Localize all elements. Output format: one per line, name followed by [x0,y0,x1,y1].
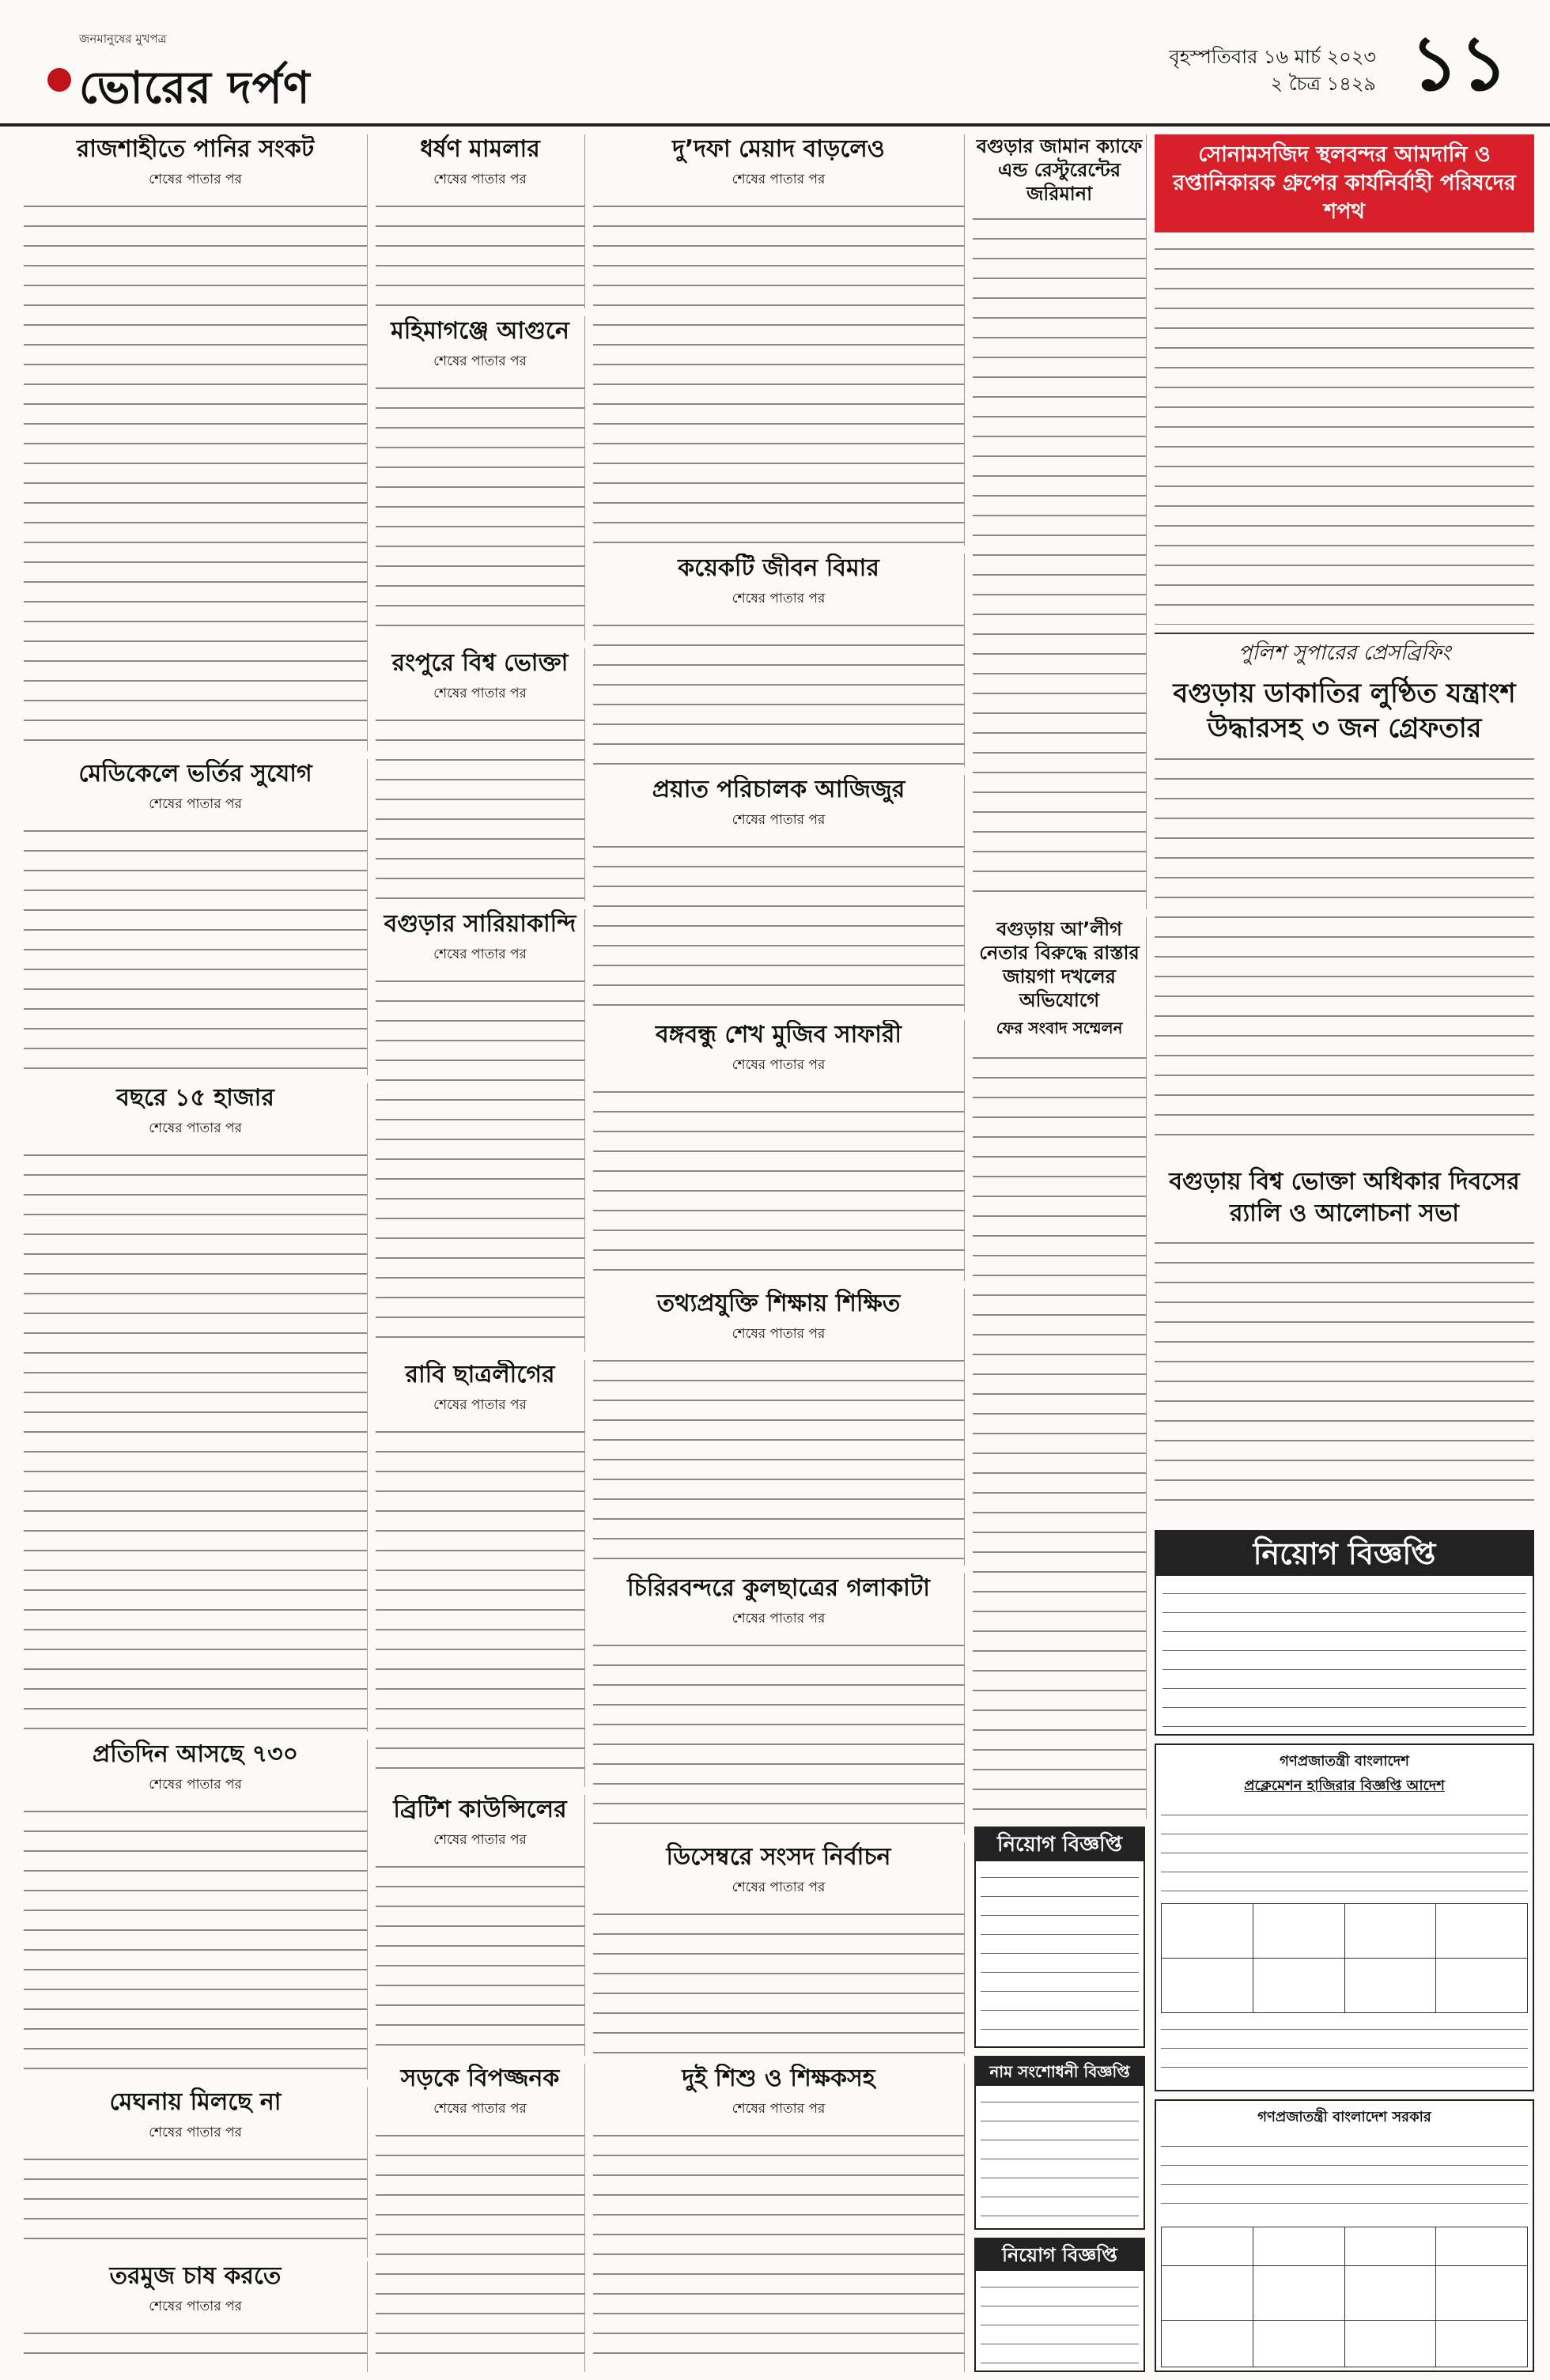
article-body [593,1352,964,1566]
police-briefing-banner [1155,633,1534,672]
headline: মেঘনায় মিলছে না [109,2088,282,2116]
newspaper-logo [32,6,364,125]
article-body [593,617,964,767]
continued-label: শেষের পাতার পর [732,1879,826,1895]
continued-label: শেষের পাতার পর [149,1777,242,1793]
continued-label: শেষের পাতার পর [433,1832,527,1848]
continued-label: শেষের পাতার পর [732,172,826,187]
continued-label: শেষের পাতার পর [732,1057,826,1073]
article-body [1155,750,1534,1154]
ad-body [1162,1582,1526,1728]
article-koyekti [593,553,965,767]
masthead [0,0,1550,127]
article-mohimaganj [376,316,585,640]
ad-body [981,2091,1139,2225]
headline: চিরিরবন্দরে কুলছাত্রের গলাকাটা [627,1574,930,1602]
article-december [593,1842,965,2056]
ad-body [981,2276,1139,2367]
article-dui [593,2064,965,2372]
headline: বছরে ১৫ হাজার [116,1084,274,1112]
continued-label: শেষের পাতার পর [732,2101,826,2117]
tagline: জনমানুষের মুখপত্র [79,32,167,46]
article-body [1155,1234,1534,1519]
date-bengali: ২ চৈত্র ১৪২৯ [1270,73,1376,95]
article-meghna [24,2087,368,2257]
headline: রংপুরে বিশ্ব ভোক্তা [391,649,569,677]
article-prayat [593,775,965,1012]
dateline [965,43,1376,97]
article-tothyo [593,1289,965,1566]
headline: প্রতিদিন আসছে ৭৩০ [92,1740,299,1768]
article-british [376,1795,585,2056]
ad-table [1161,2227,1528,2367]
article-body [376,1858,584,2056]
ad-name-correction [974,2056,1145,2230]
article-awamileague [973,917,1147,1819]
page-number: ১১ [1409,19,1509,108]
article-body [593,2127,964,2372]
continued-label: শেষের পাতার পর [149,2125,242,2140]
ad-title: গণপ্রজাতন্ত্রী বাংলাদেশ [1280,1753,1409,1770]
article-body [376,712,584,901]
ad-title: নিয়োগ বিজ্ঞপ্তি [1156,1532,1533,1576]
article-body [973,210,1146,898]
ad-title: নাম সংশোধনী বিজ্ঞপ্তি [976,2057,1144,2086]
article-body [376,973,584,1352]
article-sorok [376,2064,585,2372]
ad-government-proclamation [1155,1743,1534,2091]
continued-label: শেষের পাতার পর [433,172,527,187]
continued-label: শেষের পাতার পর [149,1120,242,1136]
article-body [973,1049,1146,1816]
headline: মেডিকেলে ভর্তির সুযোগ [78,760,312,788]
headline: ধর্ষণ মামলার [420,135,540,163]
article-body [24,822,367,1075]
article-tormuj [24,2261,368,2372]
ad-body [1161,2135,1528,2222]
ad-government-notice [1155,2099,1534,2372]
article-chhatraleague [376,1360,585,1787]
article-rajshahi [24,134,368,751]
ad-footer [1161,2018,1528,2073]
continued-label: শেষের পাতার পর [433,946,527,962]
continued-label: শেষের পাতার পর [433,2101,527,2117]
article-chirirbandar [593,1573,965,1834]
continued-label: শেষের পাতার পর [149,796,242,812]
headline: প্রয়াত পরিচালক আজিজুর [652,776,905,803]
article-sonamasjid [1155,134,1534,625]
newspaper-name: ভোরের দর্পণ [79,62,311,114]
headline: সোনামসজিদ স্থলবন্দর আমদানি ও রপ্তানিকারক গ্রুপের কার্যনির্বাহী পরিষদের শপথ [1155,134,1534,232]
subheadline: ফের সংবাদ সম্মেলন [996,1018,1123,1037]
ad-title: নিয়োগ বিজ্ঞপ্তি [976,1828,1144,1861]
headline: দুই শিশু ও শিক্ষকসহ [682,2065,875,2092]
article-body [593,198,964,546]
ad-niyog-small-1 [974,1827,1145,2048]
continued-label: শেষের পাতার পর [732,1326,826,1342]
article-medical [24,759,368,1075]
article-body [593,838,964,1012]
headline: বগুড়ায় ডাকাতির লুণ্ঠিত যন্ত্রাংশ উদ্ধারসহ ৩ জন গ্রেফতার [1173,678,1516,744]
article-body [376,380,584,640]
continued-label: শেষের পাতার পর [433,686,527,701]
ad-body [981,1866,1139,2044]
article-body [376,1423,584,1787]
article-body [593,1637,964,1834]
article-body [24,1803,367,2080]
headline: কয়েকটি জীবন বিমার [678,554,879,582]
ad-subtitle: প্রক্লেমেশন হাজিরার বিজ্ঞপ্তি আদেশ [1244,1777,1445,1794]
continued-label: শেষের পাতার পর [433,1397,527,1413]
ad-table [1161,1903,1528,2013]
headline: বগুড়ার সারিয়াকান্দি [384,910,577,938]
headline: ডিসেম্বরে সংসদ নির্বাচন [666,1843,891,1871]
headline: তরমুজ চাষ করতে [109,2262,282,2290]
article-protidin [24,1740,368,2080]
headline: তথ্যপ্রযুক্তি শিক্ষায় শিক্ষিত [656,1290,901,1317]
article-rangpur [376,648,585,901]
ad-title: নিয়োগ বিজ্ঞপ্তি [976,2239,1144,2271]
ad-body [1161,1804,1528,1898]
ad-niyog-big [1155,1530,1534,1736]
headline: সড়কে বিপজ্জনক [400,2065,560,2092]
continued-label: শেষের পাতার পর [149,172,242,187]
article-body [593,1906,964,2056]
headline: ব্রিটিশ কাউন্সিলের [393,1796,567,1823]
continued-label: শেষের পাতার পর [732,812,826,828]
article-sariakandi [376,909,585,1352]
article-zaman [973,134,1147,909]
article-bochore [24,1083,368,1732]
headline: দু’দফা মেয়াদ বাড়লেও [672,135,885,163]
ad-title: গণপ্রজাতন্ত্রী বাংলাদেশ সরকার [1257,2109,1431,2125]
article-body [24,198,367,743]
article-body [24,1147,367,1732]
article-body [24,2325,367,2372]
headline: রাজশাহীতে পানির সংকট [76,135,315,163]
continued-label: শেষের পাতার পর [732,1611,826,1626]
continued-label: শেষের পাতার পর [149,2299,242,2314]
headline: মহিমাগঞ্জে আগুনে [391,317,569,345]
article-body [593,1083,964,1281]
continued-label: শেষের পাতার পর [433,353,527,369]
article-dakati [1155,676,1534,1158]
article-dhorshon [376,134,585,308]
headline: বগুড়ায় আ’লীগ নেতার বিরুদ্ধে রাস্তার জায়গা দখলের অভিযোগে [979,918,1140,1011]
article-body [24,2151,367,2257]
headline: বগুড়ার জামান ক্যাফে এন্ড রেস্টুরেন্টের জরিমানা [976,135,1143,205]
article-bongobondhu [593,1020,965,1281]
logo-mark-icon [47,68,71,92]
article-dudofa [593,134,965,546]
banner-title: পুলিশ সুপারের প্রেসব্রিফিং [1155,633,1534,672]
article-body [1155,240,1534,625]
headline: রাবি ছাত্রলীগের [405,1361,555,1388]
headline: বগুড়ায় বিশ্ব ভোক্তা অধিকার দিবসের র‌্যালি ও আলোচনা সভা [1169,1168,1520,1227]
continued-label: শেষের পাতার পর [732,591,826,606]
date-gregorian: বৃহস্পতিবার ১৬ মার্চ ২০২৩ [1169,46,1376,68]
article-rally [1155,1166,1534,1522]
ad-niyog-small-2 [974,2238,1145,2372]
article-body [376,198,584,308]
headline: বঙ্গবন্ধু শেখ মুজিব সাফারী [655,1021,902,1048]
article-body [376,2127,584,2372]
